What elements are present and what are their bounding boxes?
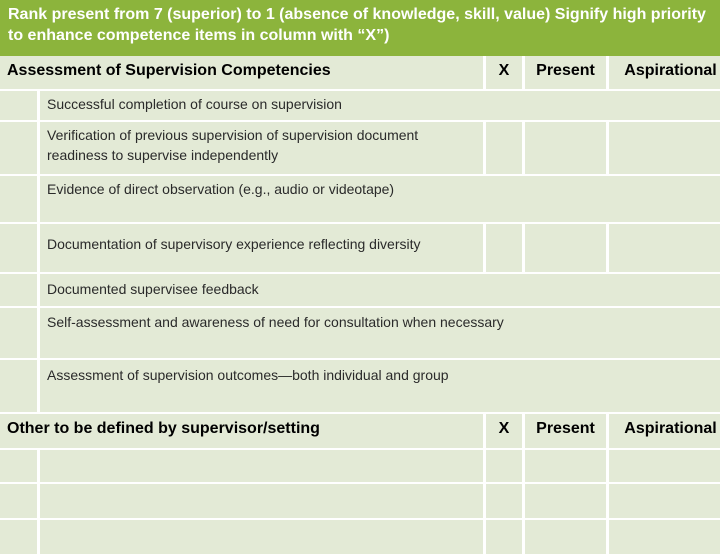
- other-column-x-header: X: [486, 414, 522, 448]
- rank-cell[interactable]: [0, 274, 37, 306]
- table-title: Assessment of Supervision Competencies: [0, 56, 483, 89]
- other-item-cell[interactable]: [40, 484, 483, 518]
- instructions-header: Rank present from 7 (superior) to 1 (absence of knowledge, skill, value) Signify high priority to enhance competence items in column with “X”): [0, 0, 720, 56]
- present-cell[interactable]: [525, 520, 606, 554]
- other-table-title: Other to be defined by supervisor/setting: [0, 414, 483, 448]
- aspirational-cell[interactable]: [609, 484, 720, 518]
- other-column-present-header: Present: [525, 414, 606, 448]
- other-item-cell[interactable]: [40, 450, 483, 482]
- competency-item: Evidence of direct observation (e.g., audio or videotape): [40, 176, 720, 222]
- x-cell[interactable]: [486, 224, 522, 272]
- rank-cell[interactable]: [0, 122, 37, 174]
- competency-item: Successful completion of course on supervision: [40, 91, 720, 120]
- present-cell[interactable]: [525, 450, 606, 482]
- column-present-header: Present: [525, 56, 606, 89]
- aspirational-cell[interactable]: [609, 450, 720, 482]
- rank-cell[interactable]: [0, 176, 37, 222]
- competency-table: [0, 56, 720, 540]
- x-cell[interactable]: [486, 520, 522, 554]
- other-column-aspirational-header: Aspirational: [609, 414, 720, 448]
- competency-item: Assessment of supervision outcomes—both individual and group: [40, 360, 720, 412]
- present-cell[interactable]: [525, 484, 606, 518]
- competency-item: Documented supervisee feedback: [40, 274, 720, 306]
- x-cell[interactable]: [486, 484, 522, 518]
- other-item-cell[interactable]: [40, 520, 483, 554]
- present-cell[interactable]: [525, 122, 606, 174]
- rank-cell[interactable]: [0, 308, 37, 358]
- rank-cell[interactable]: [0, 224, 37, 272]
- rank-cell[interactable]: [0, 360, 37, 412]
- rank-cell[interactable]: [0, 520, 37, 554]
- x-cell[interactable]: [486, 122, 522, 174]
- aspirational-cell[interactable]: [609, 122, 720, 174]
- competency-item: Verification of previous supervision of supervision document readiness to supervise independently: [40, 122, 483, 174]
- rank-cell[interactable]: [0, 484, 37, 518]
- competency-item: Documentation of supervisory experience reflecting diversity: [40, 224, 483, 272]
- rank-cell[interactable]: [0, 450, 37, 482]
- column-aspirational-header: Aspirational: [609, 56, 720, 89]
- aspirational-cell[interactable]: [609, 224, 720, 272]
- aspirational-cell[interactable]: [609, 520, 720, 554]
- rank-cell[interactable]: [0, 91, 37, 120]
- present-cell[interactable]: [525, 224, 606, 272]
- x-cell[interactable]: [486, 450, 522, 482]
- competency-item: Self-assessment and awareness of need for consultation when necessary: [40, 308, 720, 358]
- column-x-header: X: [486, 56, 522, 89]
